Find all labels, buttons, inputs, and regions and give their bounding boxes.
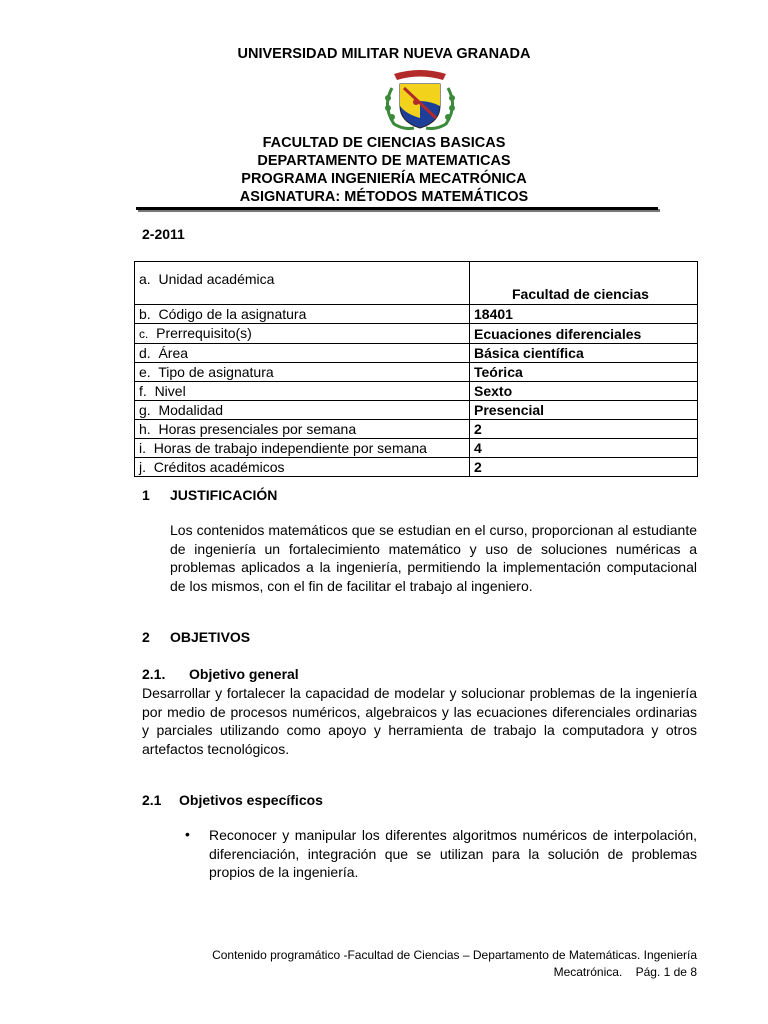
table-row bbox=[135, 305, 698, 324]
header-divider bbox=[136, 207, 658, 210]
table-row bbox=[135, 401, 698, 420]
row-value: 2 bbox=[470, 458, 698, 477]
page-footer bbox=[137, 947, 697, 981]
row-label: j. Créditos académicos bbox=[135, 458, 470, 477]
table-row bbox=[135, 324, 698, 344]
general-objective-paragraph: Desarrollar y fortalecer la capacidad de modelar y solucionar problemas de la ingeniería por medio de procesos numéricos, algebraicos y las ecuaciones diferenciales ordinarias y parciales utilizando como apoyo y herramienta de trabajo la computadora y otros artefactos tecnológicos. bbox=[142, 685, 697, 757]
table-row bbox=[135, 262, 698, 305]
row-value: Sexto bbox=[470, 382, 698, 401]
row-label: d. Área bbox=[135, 344, 470, 363]
specific-objectives-number: 2.1 bbox=[142, 792, 162, 808]
row-label: g. Modalidad bbox=[135, 401, 470, 420]
course-info-table bbox=[134, 261, 698, 477]
table-row bbox=[135, 458, 698, 477]
row-label: h. Horas presenciales por semana bbox=[135, 420, 470, 439]
specific-objectives-heading: Objetivos específicos bbox=[179, 792, 323, 808]
footer-line-1: Contenido programático -Facultad de Ciencias – Departamento de Matemáticas. Ingeniería bbox=[212, 948, 697, 962]
footer-line-2: Mecatrónica. Pág. 1 de 8 bbox=[553, 965, 697, 979]
bullet-icon: • bbox=[185, 826, 190, 842]
faculty-title: FACULTAD DE CIENCIAS BASICAS bbox=[262, 135, 506, 151]
row-value: 4 bbox=[470, 439, 698, 458]
section-1-heading: JUSTIFICACIÓN bbox=[170, 487, 278, 503]
specific-objective-item: Reconocer y manipular los diferentes algoritmos numéricos de interpolación, diferenciación, integración que se utilizan para la solución de problemas propios de la ingeniería. bbox=[209, 827, 697, 881]
department-title: DEPARTAMENTO DE MATEMATICAS bbox=[257, 153, 511, 169]
row-value: Facultad de ciencias bbox=[470, 262, 698, 305]
course-title: ASIGNATURA: MÉTODOS MATEMÁTICOS bbox=[239, 189, 529, 205]
general-objective-heading: Objetivo general bbox=[189, 666, 299, 682]
table-row bbox=[135, 344, 698, 363]
row-label: e. Tipo de asignatura bbox=[135, 363, 470, 382]
university-crest-logo bbox=[380, 66, 460, 134]
academic-period: 2-2011 bbox=[142, 226, 185, 242]
row-value: 2 bbox=[470, 420, 698, 439]
table-row bbox=[135, 382, 698, 401]
row-label: c. Prerrequisito(s) bbox=[135, 324, 470, 344]
justification-paragraph: Los contenidos matemáticos que se estudian en el curso, proporcionan al estudiante de ingeniería un fortalecimiento matemático y uso de soluciones numéricas a problemas aplicados a la ingeniería, permitiendo la implementación computacional de los mismos, con el fin de facilitar el trabajo al ingeniero. bbox=[170, 522, 697, 594]
general-objective-number: 2.1. bbox=[142, 666, 166, 682]
row-value: Básica científica bbox=[470, 344, 698, 363]
row-label: i. Horas de trabajo independiente por semana bbox=[135, 439, 470, 458]
table-row bbox=[135, 439, 698, 458]
row-label: b. Código de la asignatura bbox=[135, 305, 470, 324]
section-2-number: 2 bbox=[142, 629, 150, 645]
row-value: Teórica bbox=[470, 363, 698, 382]
university-name: UNIVERSIDAD MILITAR NUEVA GRANADA bbox=[237, 46, 531, 62]
row-label: f. Nivel bbox=[135, 382, 470, 401]
row-value: 18401 bbox=[470, 305, 698, 324]
row-label: a. Unidad académica bbox=[135, 262, 470, 305]
row-value: Ecuaciones diferenciales bbox=[470, 324, 698, 344]
table-row bbox=[135, 420, 698, 439]
row-value: Presencial bbox=[470, 401, 698, 420]
table-row bbox=[135, 363, 698, 382]
section-2-heading: OBJETIVOS bbox=[170, 629, 251, 645]
section-1-number: 1 bbox=[142, 487, 150, 503]
program-title: PROGRAMA INGENIERÍA MECATRÓNICA bbox=[241, 171, 527, 187]
